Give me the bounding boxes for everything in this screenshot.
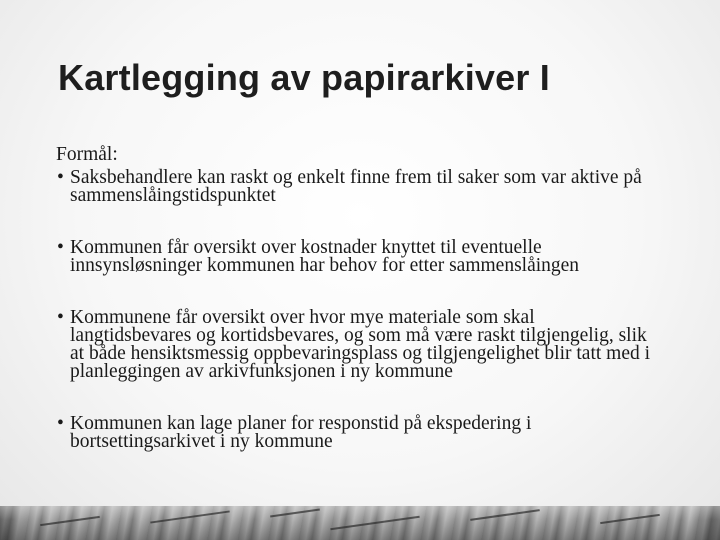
slide-title: Kartlegging av papirarkiver I (58, 57, 550, 98)
list-item (56, 309, 656, 381)
list-item (56, 239, 656, 275)
bullet-text: Kommunen kan lage planer for responstid på ekspedering i bortsettingsarkivet i ny kommune (70, 413, 532, 452)
list-item (56, 415, 656, 451)
purpose-heading: Formål: (56, 144, 118, 165)
bullet-text: Saksbehandlere kan raskt og enkelt finne frem til saker som var aktive på sammenslåingstidspunktet (70, 167, 642, 206)
bullet-text: Kommunen får oversikt over kostnader knyttet til eventuelle innsynsløsninger kommunen har behov for etter sammenslåingen (70, 237, 580, 276)
bullet-list (56, 169, 656, 451)
bullet-marker: • (57, 307, 64, 328)
slide-body (56, 146, 656, 451)
list-item (56, 169, 656, 205)
bullet-marker: • (57, 413, 64, 434)
bullet-text: Kommunene får oversikt over hvor mye materiale som skal langtidsbevares og kortidsbevares, og som må være raskt tilgjengelig, slik at både hensiktsmessig oppbevaringsplass og tilgjengelighet blir tatt med i planleggingen av arkivfunksjonen i ny kommune (70, 307, 651, 382)
bullet-marker: • (57, 237, 64, 258)
bullet-marker: • (57, 167, 64, 188)
archive-photo-strip (0, 506, 720, 540)
